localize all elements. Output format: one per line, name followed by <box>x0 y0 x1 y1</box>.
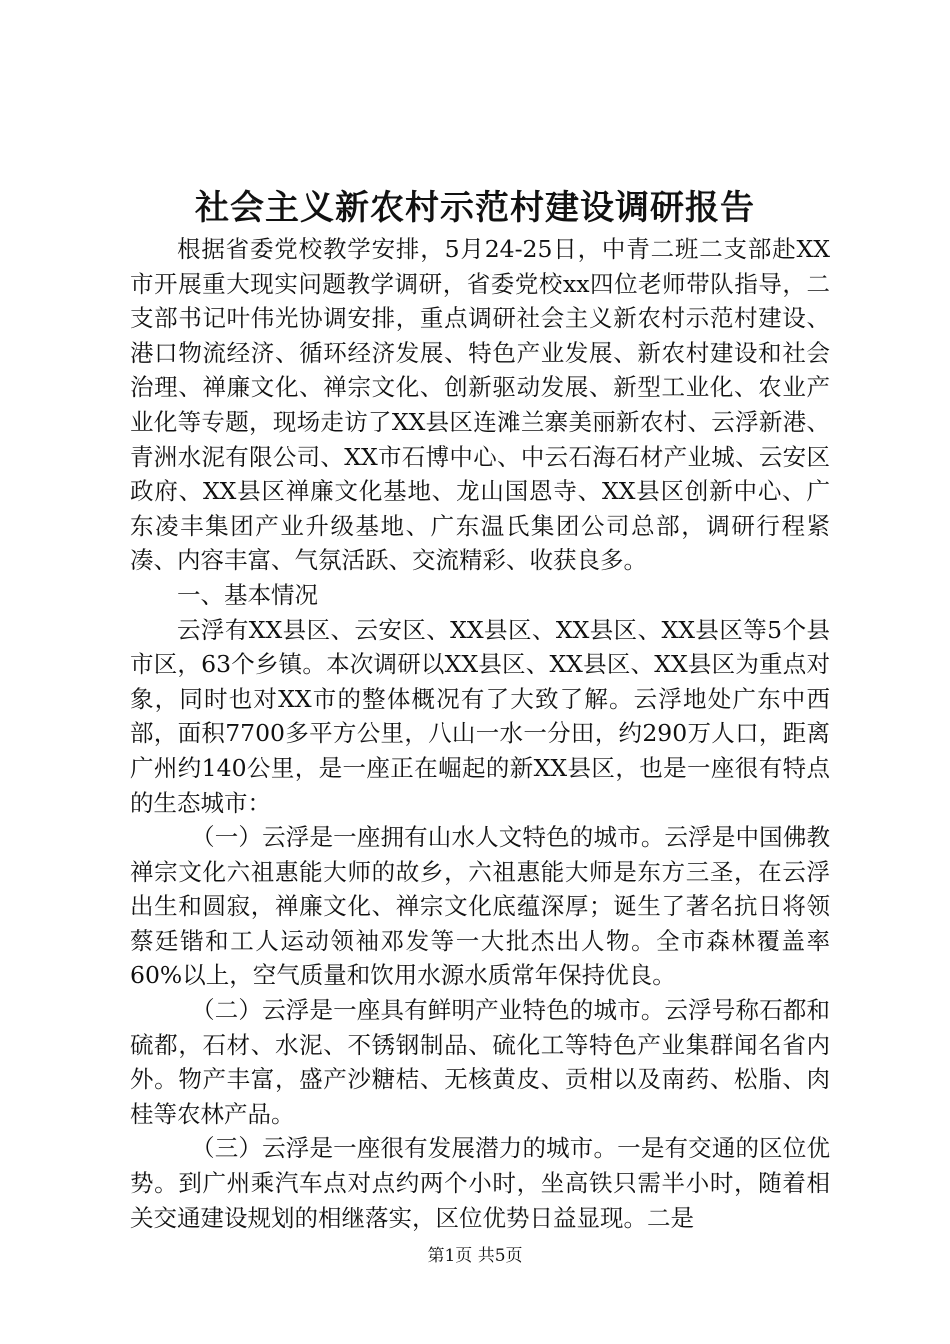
paragraph-point-1: （一）云浮是一座拥有山水人文特色的城市。云浮是中国佛教禅宗文化六祖惠能大师的故乡，六祖惠能大师是东方三圣，在云浮出生和圆寂，禅廉文化、禅宗文化底蕴深厚；诞生了著名抗日将领蔡廷锴和工人运动领袖邓发等一大批杰出人物。全市森林覆盖率60%以上，空气质量和饮用水源水质常年保持优良。 <box>130 823 830 990</box>
document-body <box>130 232 830 1235</box>
paragraph-point-3: （三）云浮是一座很有发展潜力的城市。一是有交通的区位优势。到广州乘汽车点对点约两个小时，坐高铁只需半小时，随着相关交通建设规划的相继落实，区位优势日益显现。二是 <box>130 1134 830 1232</box>
section-heading: 一、基本情况 <box>177 580 318 609</box>
paragraph-point-2: （二）云浮是一座具有鲜明产业特色的城市。云浮号称石都和硫都，石材、水泥、不锈钢制品、硫化工等特色产业集群闻名省内外。物产丰富，盛产沙糖桔、无核黄皮、贡柑以及南药、松脂、肉桂等农林产品。 <box>130 996 830 1128</box>
document-title: 社会主义新农村示范村建设调研报告 <box>195 188 755 228</box>
paragraph-overview: 云浮有XX县区、云安区、XX县区、XX县区、XX县区等5个县市区，63个乡镇。本次调研以XX县区、XX县区、XX县区为重点对象，同时也对XX市的整体概况有了大致了解。云浮地处广东中西部，面积7700多平方公里，八山一水一分田，约290万人口，距离广州约140公里，是一座正在崛起的新XX县区，也是一座很有特点的生态城市： <box>130 615 830 817</box>
page-footer: 第1页 共5页 <box>427 1246 523 1266</box>
paragraph-intro: 根据省委党校教学安排，5月24-25日，中青二班二支部赴XX市开展重大现实问题教学调研，省委党校xx四位老师带队指导，二支部书记叶伟光协调安排，重点调研社会主义新农村示范村建设、港口物流经济、循环经济发展、特色产业发展、新农村建设和社会治理、禅廉文化、禅宗文化、创新驱动发展、新型工业化、农业产业化等专题，现场走访了XX县区连滩兰寨美丽新农村、云浮新港、青洲水泥有限公司、XX市石博中心、中云石海石材产业城、云安区政府、XX县区禅廉文化基地、龙山国恩寺、XX县区创新中心、广东凌丰集团产业升级基地、广东温氏集团公司总部，调研行程紧凑、内容丰富、气氛活跃、交流精彩、收获良多。 <box>130 235 830 575</box>
